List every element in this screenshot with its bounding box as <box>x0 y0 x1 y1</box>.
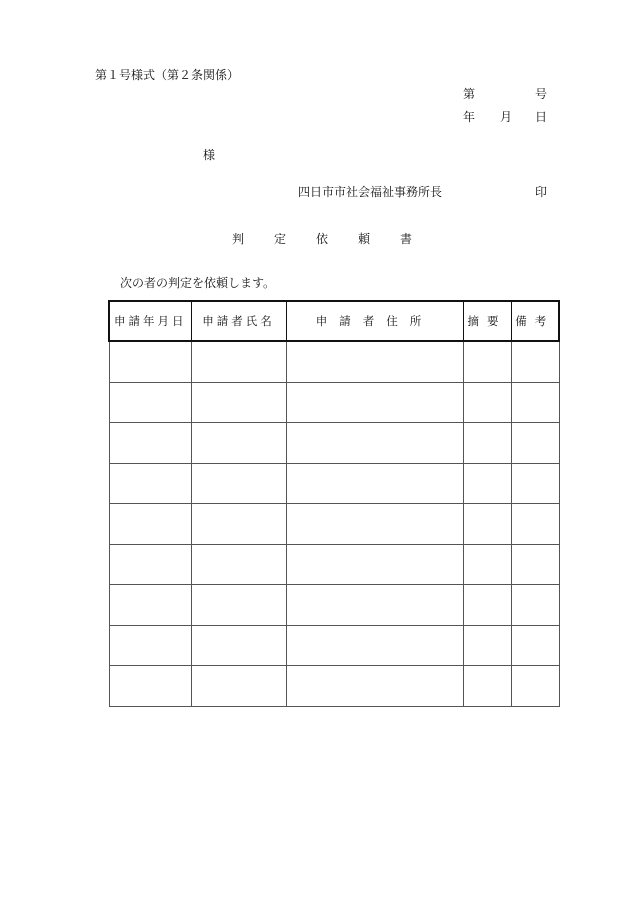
table-header-row <box>109 301 559 341</box>
header-applicant-name: 申請者氏名 <box>191 301 286 341</box>
application-date-cell[interactable] <box>109 544 191 585</box>
table-row <box>109 463 559 504</box>
seal-mark: 印 <box>535 185 548 199</box>
summary-cell[interactable] <box>463 504 511 545</box>
summary-cell[interactable] <box>463 544 511 585</box>
remarks-cell[interactable] <box>511 585 559 626</box>
remarks-cell[interactable] <box>511 504 559 545</box>
header-remarks: 備考 <box>511 301 559 341</box>
date-day-label: 日 <box>535 110 548 124</box>
table-row <box>109 382 559 423</box>
table-row <box>109 544 559 585</box>
issuer-name: 四日市市社会福祉事務所長 <box>298 185 443 199</box>
applicant-address-cell[interactable] <box>286 341 463 382</box>
applicant-name-cell[interactable] <box>191 463 286 504</box>
applicant-address-cell[interactable] <box>286 666 463 707</box>
summary-cell[interactable] <box>463 463 511 504</box>
document-number-prefix: 第 <box>463 87 476 101</box>
applicant-name-cell[interactable] <box>191 341 286 382</box>
applicant-name-cell[interactable] <box>191 666 286 707</box>
remarks-cell[interactable] <box>511 382 559 423</box>
applicant-address-cell[interactable] <box>286 544 463 585</box>
applicant-address-cell[interactable] <box>286 423 463 464</box>
table-row <box>109 423 559 464</box>
remarks-cell[interactable] <box>511 463 559 504</box>
remarks-cell[interactable] <box>511 625 559 666</box>
intro-text: 次の者の判定を依頼します。 <box>120 276 276 290</box>
applicant-name-cell[interactable] <box>191 544 286 585</box>
remarks-cell[interactable] <box>511 423 559 464</box>
applicant-name-cell[interactable] <box>191 625 286 666</box>
application-date-cell[interactable] <box>109 463 191 504</box>
applicant-name-cell[interactable] <box>191 382 286 423</box>
application-date-cell[interactable] <box>109 666 191 707</box>
application-date-cell[interactable] <box>109 382 191 423</box>
document-title: 判定依頼書 <box>232 232 443 246</box>
application-date-cell[interactable] <box>109 585 191 626</box>
applicant-name-cell[interactable] <box>191 423 286 464</box>
applicant-address-cell[interactable] <box>286 585 463 626</box>
application-date-cell[interactable] <box>109 504 191 545</box>
summary-cell[interactable] <box>463 423 511 464</box>
register-table <box>108 300 560 707</box>
applicant-name-cell[interactable] <box>191 585 286 626</box>
table-row <box>109 341 559 382</box>
summary-cell[interactable] <box>463 625 511 666</box>
remarks-cell[interactable] <box>511 544 559 585</box>
table-row <box>109 504 559 545</box>
header-application-date: 申請年月日 <box>109 301 191 341</box>
addressee-honorific: 様 <box>203 148 216 162</box>
applicant-name-cell[interactable] <box>191 504 286 545</box>
application-date-cell[interactable] <box>109 423 191 464</box>
remarks-cell[interactable] <box>511 341 559 382</box>
summary-cell[interactable] <box>463 341 511 382</box>
remarks-cell[interactable] <box>511 666 559 707</box>
summary-cell[interactable] <box>463 382 511 423</box>
header-summary: 摘要 <box>463 301 511 341</box>
applicant-address-cell[interactable] <box>286 504 463 545</box>
application-date-cell[interactable] <box>109 341 191 382</box>
date-month-label: 月 <box>500 110 513 124</box>
table-row <box>109 666 559 707</box>
application-date-cell[interactable] <box>109 625 191 666</box>
table-row <box>109 625 559 666</box>
applicant-address-cell[interactable] <box>286 625 463 666</box>
date-year-label: 年 <box>463 110 476 124</box>
applicant-address-cell[interactable] <box>286 382 463 423</box>
header-applicant-address: 申請者住所 <box>286 301 463 341</box>
form-number: 第１号様式（第２条関係） <box>95 68 240 82</box>
summary-cell[interactable] <box>463 666 511 707</box>
applicant-address-cell[interactable] <box>286 463 463 504</box>
table-row <box>109 585 559 626</box>
summary-cell[interactable] <box>463 585 511 626</box>
document-number-suffix: 号 <box>535 87 548 101</box>
table-body <box>109 341 559 706</box>
